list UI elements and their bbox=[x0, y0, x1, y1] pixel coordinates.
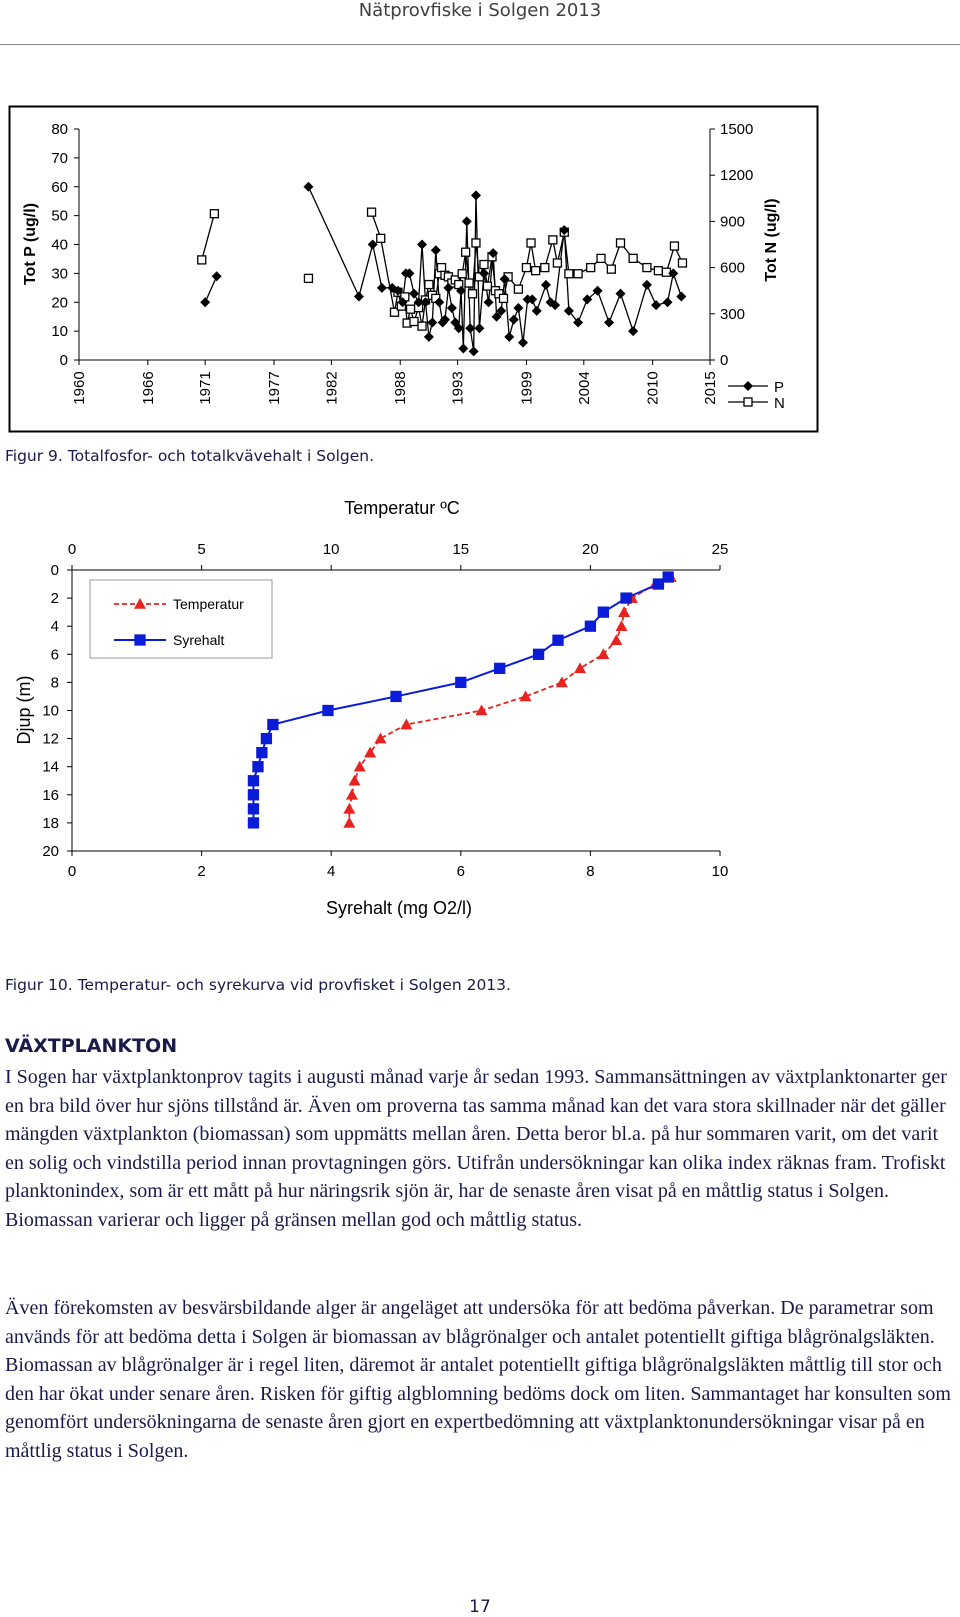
x-tick-label: 1988 bbox=[392, 371, 410, 405]
y-tick-label: 2 bbox=[50, 590, 59, 608]
figure-9-caption: Figur 9. Totalfosfor- och totalkvävehalt i Solgen. bbox=[5, 447, 375, 465]
y2-tick-label: 600 bbox=[720, 259, 746, 277]
x-bottom-tick-label: 6 bbox=[456, 863, 465, 880]
point-n bbox=[527, 239, 535, 247]
point-n bbox=[514, 285, 522, 293]
figure-10-caption: Figur 10. Temperatur- och syrekurva vid provfisket i Solgen 2013. bbox=[5, 976, 511, 994]
y2-tick-label: 0 bbox=[720, 352, 729, 369]
legend-marker-n bbox=[744, 398, 752, 406]
legend-label-n: N bbox=[774, 395, 785, 412]
point-syrehalt bbox=[663, 572, 673, 582]
x-tick-label: 1960 bbox=[71, 371, 88, 405]
x-tick-label: 1977 bbox=[266, 371, 284, 405]
point-n bbox=[532, 267, 540, 275]
y-axis-label: Djup (m) bbox=[14, 675, 34, 745]
point-syrehalt bbox=[553, 635, 563, 645]
x-top-tick-label: 20 bbox=[582, 541, 599, 558]
paragraph-1: I Sogen har växtplanktonprov tagits i augusti månad varje år sedan 1993. Sammansättningen av växtplanktonarter ger en bra bild över hur sjöns tillstånd är. Även om proverna tas samma månad kan det vara stora skillnader när det gäller mängden växtplankton (biomassan) som uppmätts mellan åren. Detta beror bl.a. på hur sommaren varit, om det varit en solig och vindstilla period innan provtagningen görs. Utifrån undersökningar kan olika index räknas fram. Trofiskt planktonindex, som är ett mått på hur näringsrik sjön är, har de senaste åren visat på en måttlig status i Solgen. Biomassan varierar och ligger på gränsen mellan god och måttlig status. bbox=[5, 1066, 947, 1231]
page-number: 17 bbox=[469, 1597, 491, 1617]
x-top-tick-label: 25 bbox=[711, 541, 729, 558]
point-syrehalt bbox=[585, 621, 595, 631]
point-syrehalt bbox=[261, 734, 271, 744]
point-n bbox=[210, 210, 218, 218]
point-n bbox=[629, 254, 637, 262]
y2-tick-label: 1500 bbox=[720, 121, 754, 138]
point-n bbox=[678, 259, 686, 267]
point-syrehalt bbox=[621, 593, 631, 603]
y-tick-label: 20 bbox=[51, 294, 68, 312]
y2-tick-label: 900 bbox=[720, 213, 746, 231]
y-tick-label: 30 bbox=[51, 265, 68, 283]
x-tick-label: 1966 bbox=[139, 371, 157, 405]
x-tick-label: 1999 bbox=[518, 371, 536, 405]
point-n bbox=[597, 254, 605, 262]
point-temperatur bbox=[616, 620, 628, 631]
y-tick-label: 10 bbox=[42, 702, 59, 720]
point-n bbox=[472, 239, 480, 247]
paragraph-2: Även förekomsten av besvärsbildande alger är angeläget att undersöka för att bedöma påverkan. De parametrar som används för att bedöma detta i Solgen är biomassan av blågrönalger och antalet potentiellt giftiga blågrönalgsläkten. Biomassan av blågrönalger är i regel liten, däremot är antalet potentiellt giftiga blågrönalgsläkten måttlig till stor och den har ökat under senare åren. Risken för giftig algblomning bedöms dock om liten. Sammantaget har konsulten som genomfört undersökningarna de senaste åren gjort en expertbedömning att växtplanktonundersökningar visar på en måttlig status i Solgen. bbox=[5, 1297, 951, 1462]
point-n bbox=[377, 234, 385, 242]
point-syrehalt bbox=[534, 649, 544, 659]
chart-frame bbox=[10, 107, 818, 432]
point-n bbox=[607, 265, 615, 273]
legend-label-p: P bbox=[774, 379, 785, 396]
y-tick-label: 4 bbox=[50, 618, 59, 636]
point-n bbox=[469, 290, 477, 298]
point-syrehalt bbox=[248, 804, 258, 814]
point-n bbox=[418, 322, 426, 330]
point-syrehalt bbox=[495, 663, 505, 673]
point-n bbox=[587, 264, 595, 272]
y-tick-label: 80 bbox=[51, 121, 68, 138]
legend-label-syrehalt: Syrehalt bbox=[173, 632, 225, 648]
point-n bbox=[465, 279, 473, 287]
legend-marker-syrehalt bbox=[135, 635, 145, 645]
point-n bbox=[549, 236, 557, 244]
point-n bbox=[410, 318, 418, 326]
y2-tick-label: 300 bbox=[720, 305, 746, 323]
point-syrehalt bbox=[653, 579, 663, 589]
x-top-tick-label: 15 bbox=[452, 541, 470, 558]
y-tick-label: 60 bbox=[51, 178, 68, 196]
y-tick-label: 70 bbox=[51, 149, 68, 167]
x-tick-label: 1971 bbox=[197, 371, 215, 405]
point-syrehalt bbox=[248, 790, 258, 800]
point-syrehalt bbox=[598, 607, 608, 617]
x-axis-label: Syrehalt (mg O2/l) bbox=[325, 898, 473, 918]
y-tick-label: 0 bbox=[59, 352, 68, 369]
y-axis-label: Tot P (ug/l) bbox=[22, 202, 39, 286]
point-n bbox=[462, 248, 470, 256]
section-heading: VÄXTPLANKTON bbox=[5, 1035, 178, 1057]
point-n bbox=[654, 267, 662, 275]
point-temperatur bbox=[476, 705, 488, 716]
x-top-tick-label: 10 bbox=[322, 541, 340, 558]
y-tick-label: 14 bbox=[42, 758, 59, 776]
point-temperatur bbox=[597, 648, 609, 659]
x-top-tick-label: 5 bbox=[197, 541, 206, 558]
x-tick-label: 2015 bbox=[702, 371, 719, 405]
x-bottom-tick-label: 2 bbox=[197, 863, 206, 880]
y-tick-label: 16 bbox=[42, 786, 59, 804]
x-bottom-tick-label: 8 bbox=[586, 863, 595, 880]
x-bottom-tick-label: 0 bbox=[67, 863, 77, 880]
point-syrehalt bbox=[323, 706, 333, 716]
point-n bbox=[565, 270, 573, 278]
point-syrehalt bbox=[257, 748, 267, 758]
point-n bbox=[522, 264, 530, 272]
y-tick-label: 40 bbox=[51, 236, 68, 254]
header-title: Nätprovfiske i Solgen 2013 bbox=[358, 0, 602, 21]
point-n bbox=[617, 239, 625, 247]
nutrient-chart bbox=[0, 0, 960, 440]
point-n bbox=[368, 208, 376, 216]
y-tick-label: 50 bbox=[51, 207, 68, 225]
x-tick-label: 2004 bbox=[575, 371, 593, 405]
y-tick-label: 18 bbox=[42, 814, 59, 832]
point-n bbox=[483, 282, 491, 290]
y-tick-label: 10 bbox=[51, 323, 68, 341]
point-syrehalt bbox=[268, 720, 278, 730]
point-n bbox=[198, 256, 206, 264]
temperature-oxygen-chart bbox=[0, 490, 960, 960]
point-n bbox=[480, 261, 488, 269]
point-temperatur bbox=[374, 733, 386, 744]
point-temperatur bbox=[346, 789, 358, 800]
point-syrehalt bbox=[253, 762, 263, 772]
point-n bbox=[670, 242, 678, 250]
x-bottom-tick-label: 10 bbox=[711, 863, 729, 880]
legend-label-temperatur: Temperatur bbox=[173, 596, 244, 612]
x-top-tick-label: 0 bbox=[67, 541, 77, 558]
y-tick-label: 8 bbox=[50, 674, 59, 692]
point-syrehalt bbox=[456, 677, 466, 687]
point-n bbox=[574, 270, 582, 278]
x-bottom-tick-label: 4 bbox=[327, 863, 336, 880]
point-temperatur bbox=[343, 803, 355, 814]
y2-tick-label: 1200 bbox=[720, 167, 754, 185]
y-tick-label: 0 bbox=[50, 562, 59, 579]
point-temperatur bbox=[349, 775, 361, 786]
point-temperatur bbox=[618, 606, 630, 617]
point-syrehalt bbox=[248, 818, 258, 828]
point-n bbox=[553, 259, 561, 267]
point-n bbox=[643, 264, 651, 272]
point-temperatur bbox=[574, 662, 586, 673]
y2-axis-label: Tot N (ug/l) bbox=[763, 198, 780, 282]
point-n bbox=[499, 294, 507, 302]
point-n bbox=[458, 270, 466, 278]
point-temperatur bbox=[520, 690, 532, 701]
x-tick-label: 1982 bbox=[323, 371, 341, 405]
point-n bbox=[304, 274, 312, 282]
x-tick-label: 2010 bbox=[644, 371, 662, 405]
point-syrehalt bbox=[391, 691, 401, 701]
point-temperatur bbox=[610, 634, 622, 645]
point-n bbox=[662, 268, 670, 276]
point-n bbox=[407, 305, 415, 313]
x-tick-label: 1993 bbox=[449, 371, 467, 405]
point-n bbox=[541, 264, 549, 272]
y-tick-label: 6 bbox=[50, 646, 59, 664]
point-n bbox=[438, 264, 446, 272]
point-syrehalt bbox=[248, 776, 258, 786]
y-tick-label: 20 bbox=[42, 843, 59, 860]
point-temperatur bbox=[343, 817, 355, 828]
point-n bbox=[425, 281, 433, 289]
y-tick-label: 12 bbox=[42, 730, 59, 748]
chart-title: Temperatur ºC bbox=[344, 498, 460, 518]
